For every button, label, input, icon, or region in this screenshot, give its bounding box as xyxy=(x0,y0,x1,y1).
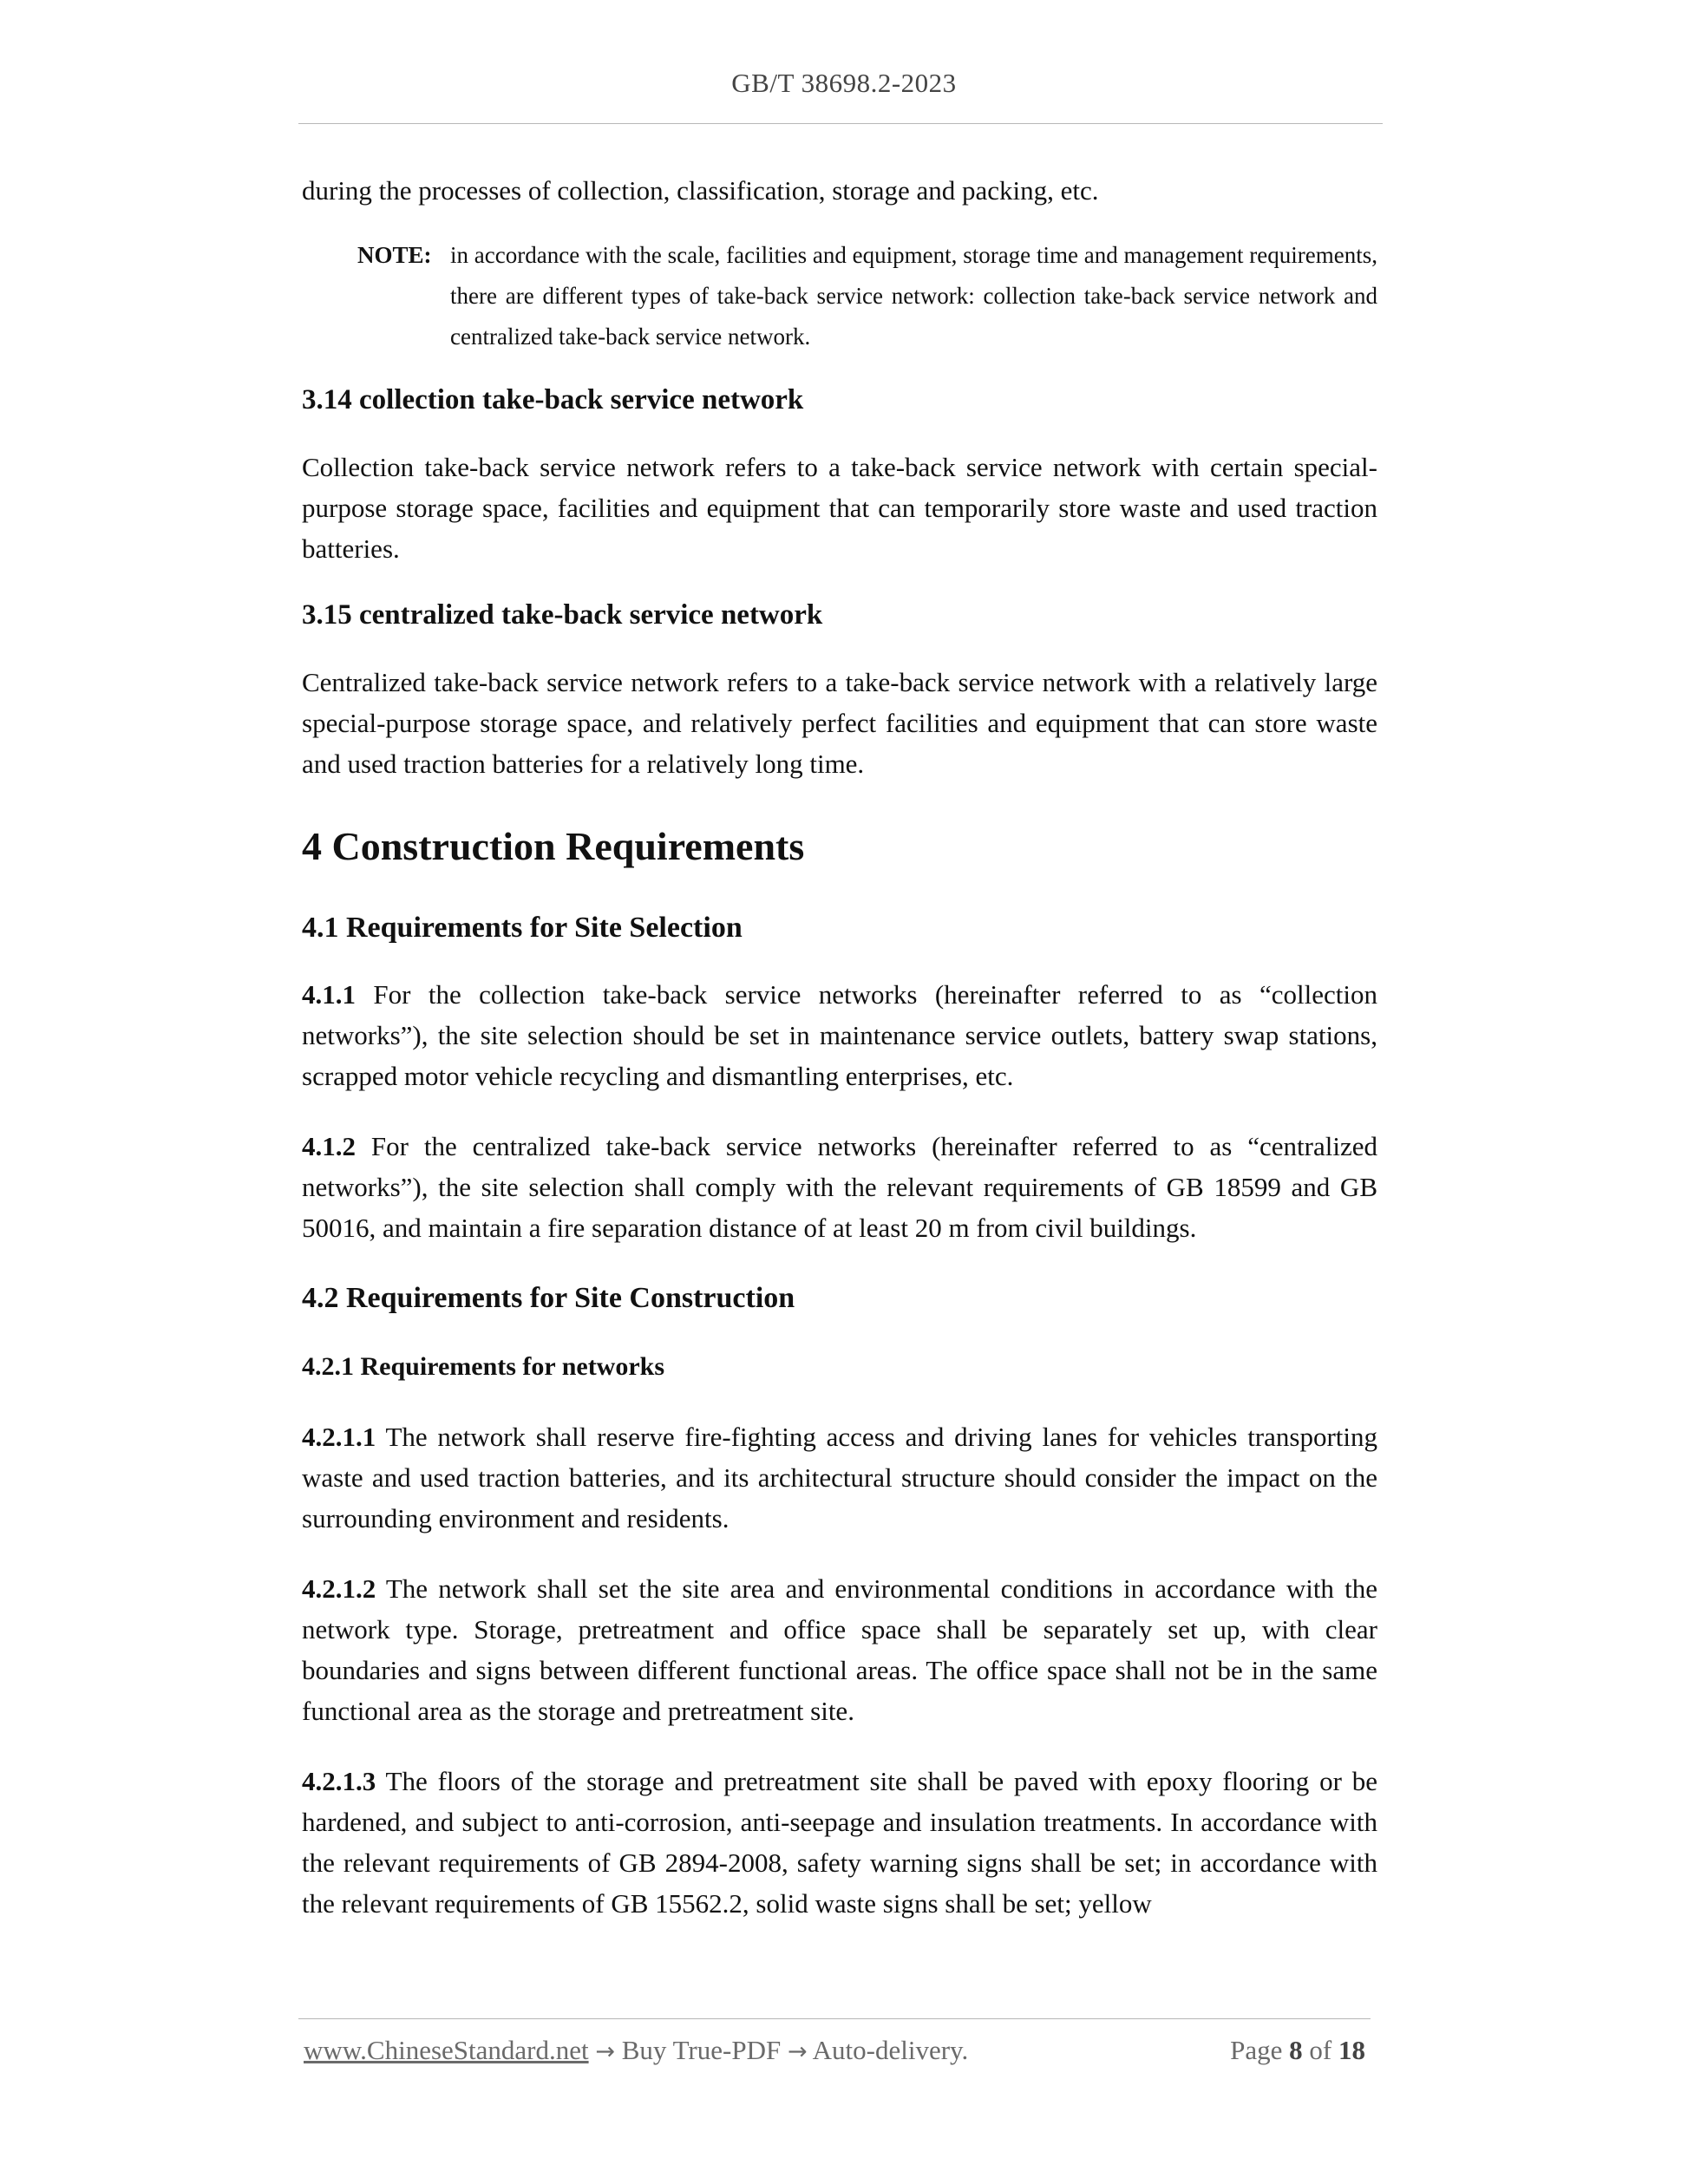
header-standard-number: GB/T 38698.2-2023 xyxy=(731,68,957,98)
clause-text: The network shall reserve fire-fighting access and driving lanes for vehicles transporting waste and used traction batteries, and its architectural structure should consider the impact on the surrounding environment and residents. xyxy=(302,1422,1377,1533)
clause-text: The floors of the storage and pretreatment site shall be paved with epoxy flooring or be hardened, and subject to anti-corrosion, anti-seepage and insulation treatments. In accordance with the relevant requirements of GB 2894-2008, safety warning signs shall be set; in accordance with the relevant requirements of GB 15562.2, solid waste signs shall be set; yellow xyxy=(302,1766,1377,1919)
clause-4-2-1-2 xyxy=(302,1568,1377,1731)
section-3-14-text: Collection take-back service network refers to a take-back service network with certain special-purpose storage space, facilities and equipment that can temporarily store waste and used traction batteries. xyxy=(302,452,1377,564)
current-page-number: 8 xyxy=(1289,2035,1303,2065)
note-block xyxy=(302,235,1377,357)
clause-number: 4.1.2 xyxy=(302,1131,356,1161)
arrow-right-icon: → xyxy=(787,2038,808,2065)
total-pages-number: 18 xyxy=(1338,2035,1365,2065)
header-divider xyxy=(298,123,1383,124)
intro-paragraph: during the processes of collection, classification, storage and packing, etc. xyxy=(302,175,1099,206)
clause-4-1-1 xyxy=(302,974,1377,1096)
website-link[interactable]: www.ChineseStandard.net xyxy=(304,2035,589,2065)
auto-delivery-text: Auto-delivery. xyxy=(812,2035,969,2065)
page-content xyxy=(302,170,1377,1924)
section-4-1-heading: 4.1 Requirements for Site Selection xyxy=(302,912,743,944)
clause-number: 4.2.1.2 xyxy=(302,1573,376,1604)
section-3-14-heading: 3.14 collection take-back service network xyxy=(302,384,804,415)
clause-4-2-1-3 xyxy=(302,1761,1377,1924)
of-label: of xyxy=(1309,2035,1332,2065)
page-label: Page xyxy=(1230,2035,1283,2065)
note-label: NOTE: xyxy=(357,242,432,268)
clause-number: 4.2.1.1 xyxy=(302,1422,376,1452)
note-text: in accordance with the scale, facilities and equipment, storage time and management requirements, there are different types of take-back service network: collection take-back service network and centralized take-back service network. xyxy=(450,242,1377,350)
clause-number: 4.1.1 xyxy=(302,979,356,1010)
buy-true-pdf-text: Buy True-PDF xyxy=(621,2035,782,2065)
arrow-right-icon: → xyxy=(595,2038,615,2065)
clause-text: The network shall set the site area and environmental conditions in accordance with the network type. Storage, pretreatment and office space shall be separately set up, with clear boundaries and signs between different functional areas. The office space shall not be in the same functional area as the storage and pretreatment site. xyxy=(302,1573,1377,1726)
section-4-heading: 4 Construction Requirements xyxy=(302,824,805,868)
clause-4-2-1-1 xyxy=(302,1416,1377,1539)
clause-4-1-2 xyxy=(302,1126,1377,1248)
clause-text: For the centralized take-back service networks (hereinafter referred to as “centralized networks”), the site selection shall comply with the relevant requirements of GB 18599 and GB 50016, and maintain a fire separation distance of at least 20 m from civil buildings. xyxy=(302,1131,1377,1243)
footer-promo xyxy=(304,2035,968,2066)
section-4-2-1-heading: 4.2.1 Requirements for networks xyxy=(302,1352,665,1381)
section-3-15-text: Centralized take-back service network refers to a take-back service network with a relatively large special-purpose storage space, and relatively perfect facilities and equipment that can store waste and used traction batteries for a relatively long time. xyxy=(302,667,1377,779)
clause-number: 4.2.1.3 xyxy=(302,1766,376,1796)
section-3-15-heading: 3.15 centralized take-back service network xyxy=(302,599,823,631)
footer-divider xyxy=(298,2018,1371,2019)
section-4-2-heading: 4.2 Requirements for Site Construction xyxy=(302,1282,795,1314)
page-number xyxy=(1230,2035,1365,2066)
clause-text: For the collection take-back service networks (hereinafter referred to as “collection networks”), the site selection should be set in maintenance service outlets, battery swap stations, scrapped motor vehicle recycling and dismantling enterprises, etc. xyxy=(302,979,1377,1091)
